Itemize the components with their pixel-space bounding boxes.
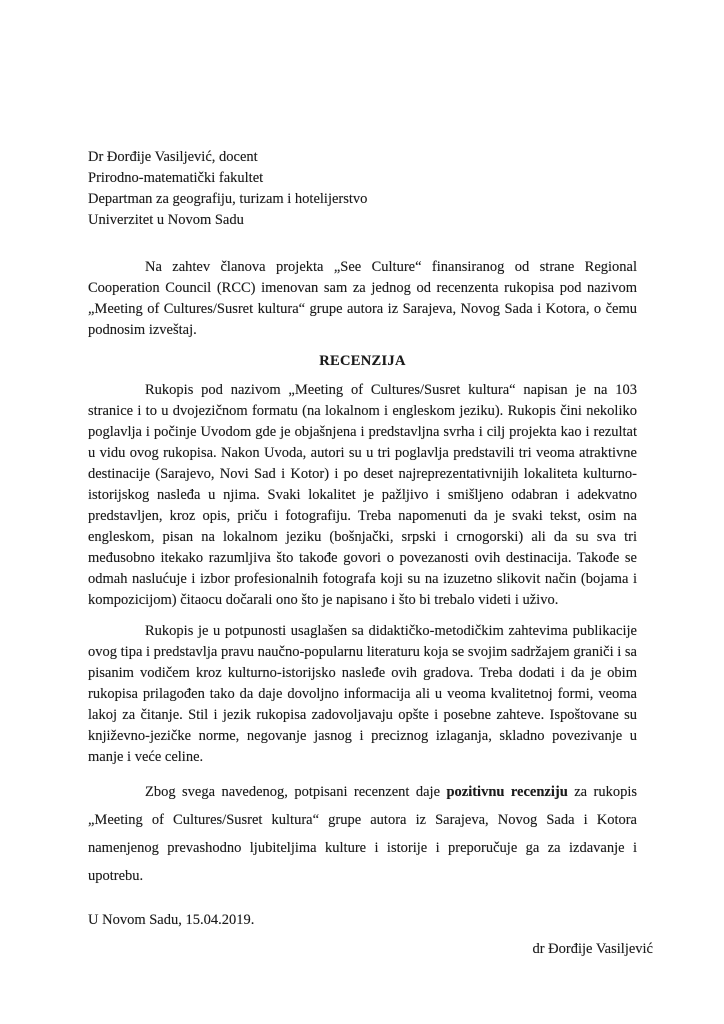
document-title: RECENZIJA [319, 353, 406, 369]
sender-line-department: Departman za geografiju, turizam i hotelijerstvo [88, 191, 368, 207]
conclusion-text-start: Zbog svega navedenog, potpisani recenzent daje [145, 784, 447, 800]
sender-line-university: Univerzitet u Novom Sadu [88, 212, 244, 228]
sender-block [88, 147, 637, 231]
signature-name: dr Đorđije Vasiljević [532, 941, 653, 957]
intro-paragraph: Na zahtev članova projekta „See Culture“ finansiranog od strane Regional Cooperation Council (RCC) imenovan sam za jednog od recenzenta rukopisa pod nazivom „Meeting of Cultures/Susret kultura“ grupe autora iz Sarajeva, Novog Sada i Kotora, o čemu podnosim izveštaj. [88, 259, 637, 338]
body-paragraph-2: Rukopis je u potpunosti usaglašen sa didaktičko-metodičkim zahtevima publikacije ovog tipa i predstavlja pravu naučno-popularnu literaturu koja se svojim sadržajem graniči i sa pisanim vodičem kroz kulturno-istorijsko nasleđe ovih gradova. Treba dodati i da je obim rukopisa prilagođen tako da daje dovoljno informacija ali u veoma kvalitetnoj formi, veoma lakoj za čitanje. Stil i jezik rukopisa zadovoljavaju opšte i posebne zahteve. Ispoštovane su književno-jezičke norme, negovanje jasnog i preciznog izlaganja, skladno povezivanje u manje i veće celine. [88, 623, 637, 765]
sender-line-faculty: Prirodno-matematički fakultet [88, 170, 264, 186]
body-paragraph-1: Rukopis pod nazivom „Meeting of Cultures/Susret kultura“ napisan je na 103 stranice i to u dvojezičnom formatu (na lokalnom i engleskom jeziku). Rukopis čini nekoliko poglavlja i počinje Uvodom gde je objašnjena i predstavljna svrha i cilj projekta kao i rezultat u vidu ovog rukopisa. Nakon Uvoda, autori su u tri poglavlja predstavili tri veoma atraktivne destinacije (Sarajevo, Novi Sad i Kotor) i po deset najreprezentativnijih lokaliteta kulturno-istorijskog nasleđa u njima. Svaki lokalitet je pažljivo i smišljeno odabran i adekvatno predstavljen, kroz opis, priču i fotografiju. Treba napomenuti da je svaki tekst, osim na engleskom, pisan na lokalnom jeziku (bošnjački, srpski i crnogorski) ali da su sva tri međusobno itekako razumljiva što takođe govori o povezanosti ovih destinacija. Takođe se odmah naslućuje i izbor profesionalnih fotografa koji su na izuzetno slikovit način (bojama i kompozicijom) čitaocu dočarali ono što je napisano i što bi trebalo videti i uživo. [88, 382, 637, 608]
date-place-line: U Novom Sadu, 15.04.2019. [88, 912, 255, 928]
conclusion-paragraph [88, 778, 637, 890]
sender-line-name: Dr Đorđije Vasiljević, docent [88, 149, 258, 165]
conclusion-text-end: za rukopis „Meeting of Cultures/Susret kultura“ grupe autora iz Sarajeva, Novog Sada i Kotora namenjenog prevashodno ljubiteljima kulture i istorije i preporučuje ga za izdavanje i upotrebu. [88, 784, 637, 884]
conclusion-bold-verdict: pozitivnu recenziju [446, 784, 568, 800]
